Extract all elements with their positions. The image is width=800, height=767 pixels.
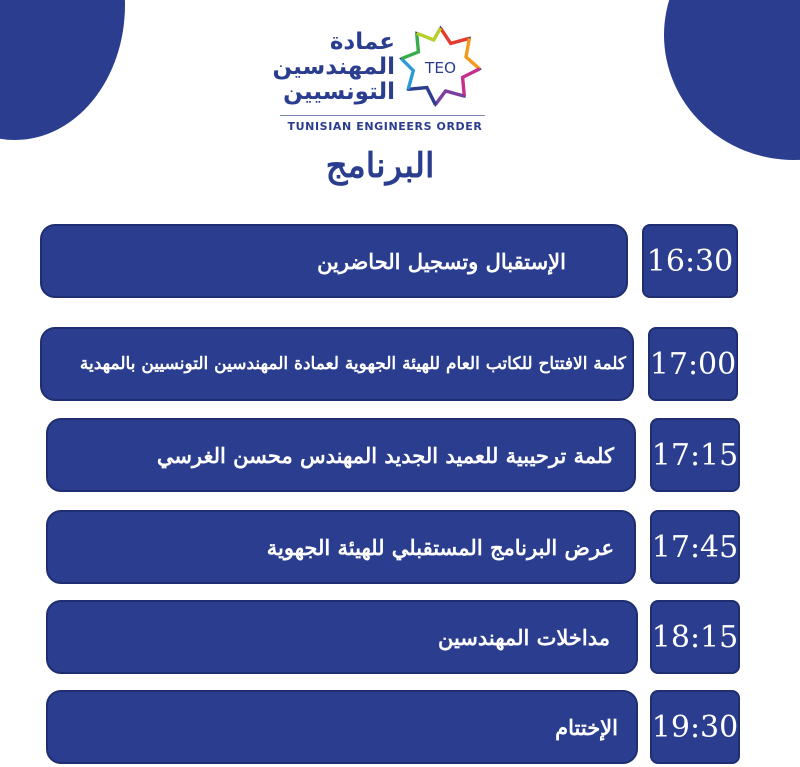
- schedule-description: الإختتام: [555, 714, 618, 740]
- corner-decoration-left: [0, 0, 125, 140]
- schedule-time: 17:45: [651, 529, 739, 565]
- logo-arabic-line-3: التونسيين: [283, 79, 395, 105]
- schedule-description-box: [46, 418, 636, 492]
- schedule-time: 18:15: [651, 619, 739, 655]
- schedule-description-box: [40, 224, 628, 298]
- schedule-time-box: [642, 224, 738, 298]
- schedule-description-box: [46, 690, 638, 764]
- schedule-time: 17:15: [651, 437, 739, 473]
- logo-arabic-name: [270, 30, 395, 105]
- schedule-description-box: [46, 600, 638, 674]
- schedule-time-box: [650, 690, 740, 764]
- logo-emblem-icon: [398, 23, 483, 108]
- schedule-time-box: [650, 600, 740, 674]
- logo-english-name: TUNISIAN ENGINEERS ORDER: [287, 120, 483, 133]
- schedule-time-box: [650, 418, 740, 492]
- schedule-description: كلمة ترحيبية للعميد الجديد المهندس محسن الغرسي: [156, 442, 614, 468]
- page-title: البرنامج: [325, 146, 435, 186]
- schedule-row: [0, 418, 800, 492]
- schedule-description: عرض البرنامج المستقبلي للهيئة الجهوية: [266, 534, 614, 560]
- logo: [270, 18, 500, 140]
- logo-arabic-line-1: عمادة: [329, 29, 395, 55]
- schedule-description: الإستقبال وتسجيل الحاضرين: [317, 248, 566, 274]
- logo-arabic-line-2: المهندسين: [272, 54, 395, 80]
- schedule-row: [0, 224, 800, 298]
- schedule-description-box: [40, 327, 634, 401]
- schedule-row: [0, 327, 800, 401]
- schedule-row: [0, 510, 800, 584]
- logo-emblem-text: TEO: [424, 59, 457, 78]
- schedule-row: [0, 690, 800, 764]
- schedule-description-box: [46, 510, 636, 584]
- schedule-description: مداخلات المهندسين: [437, 624, 610, 650]
- schedule-time-box: [650, 510, 740, 584]
- schedule-time-box: [648, 327, 738, 401]
- logo-divider: [280, 115, 485, 116]
- schedule-time: 16:30: [646, 243, 734, 279]
- schedule-description: كلمة الافتتاح للكاتب العام للهيئة الجهوية لعمادة المهندسين التونسيين بالمهدية: [79, 354, 626, 374]
- corner-decoration-right: [664, 0, 800, 160]
- schedule-time: 17:00: [649, 346, 737, 382]
- schedule-time: 19:30: [651, 709, 739, 745]
- schedule-row: [0, 600, 800, 674]
